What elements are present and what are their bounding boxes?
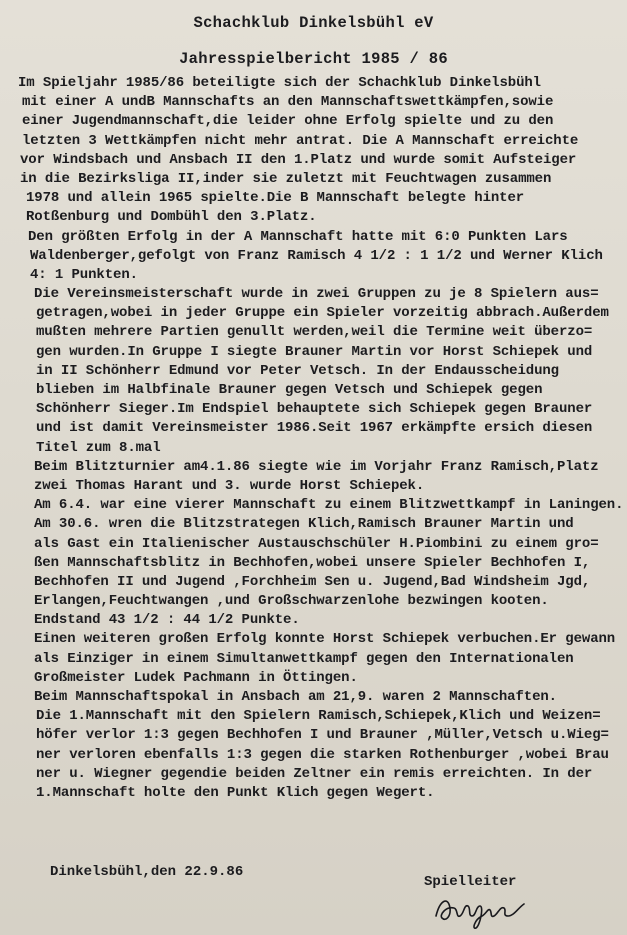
body-line: Beim Blitzturnier am4.1.86 siegte wie im Vorjahr Franz Ramisch,Platz [34, 459, 599, 475]
body-line: mußten mehrere Partien genullt werden,weil die Termine weit überzo= [36, 324, 593, 340]
body-line: in die Bezirksliga II,inder sie zuletzt mit Feuchtwagen zusammen [20, 171, 552, 187]
body-line: Einen weiteren großen Erfolg konnte Horst Schiepek verbuchen.Er gewann [34, 631, 616, 647]
body-line: ner u. Wiegner gegendie beiden Zeltner ein remis erreichten. In der [36, 766, 593, 782]
club-name-heading: Schachklub Dinkelsbühl eV [193, 14, 434, 32]
signer-role: Spielleiter [424, 874, 517, 890]
body-line: Am 6.4. war eine vierer Mannschaft zu einem Blitzwettkampf in Laningen. [34, 497, 624, 513]
body-line: in II Schönherr Edmund vor Peter Vetsch. In der Endausscheidung [36, 363, 559, 379]
body-line: Die 1.Mannschaft mit den Spielern Ramisch,Schiepek,Klich und Weizen= [36, 708, 601, 724]
body-line: Die Vereinsmeisterschaft wurde in zwei Gruppen zu je 8 Spielern aus= [34, 286, 599, 302]
body-line: Waldenberger,gefolgt von Franz Ramisch 4 1/2 : 1 1/2 und Werner Klich [30, 248, 603, 264]
body-line: Am 30.6. wren die Blitzstrategen Klich,Ramisch Brauner Martin und [34, 516, 574, 532]
body-line: Titel zum 8.mal [36, 440, 161, 456]
body-line: Endstand 43 1/2 : 44 1/2 Punkte. [34, 612, 300, 628]
body-line: Großmeister Ludek Pachmann in Öttingen. [34, 670, 358, 686]
body-line: höfer verlor 1:3 gegen Bechhofen I und Brauner ,Müller,Vetsch u.Wieg= [36, 727, 609, 743]
body-line: Rotßenburg und Dombühl den 3.Platz. [26, 209, 317, 225]
body-line: letzten 3 Wettkämpfen nicht mehr antrat. Die A Mannschaft erreichte [22, 133, 579, 149]
body-line: zwei Thomas Harant und 3. wurde Horst Schiepek. [34, 478, 425, 494]
body-line: als Einziger in einem Simultanwettkampf gegen den Internationalen [34, 651, 574, 667]
body-line: und ist damit Vereinsmeister 1986.Seit 1967 erkämpfte ersich diesen [36, 420, 593, 436]
body-line: ßen Mannschaftsblitz in Bechhofen,wobei unsere Spieler Bechhofen I, [34, 555, 591, 571]
body-line: 4: 1 Punkten. [30, 267, 138, 283]
body-line: Erlangen,Feuchtwangen ,und Großschwarzenlohe bezwingen kooten. [34, 593, 549, 609]
body-line: einer Jugendmannschaft,die leider ohne Erfolg spielte und zu den [22, 113, 554, 129]
body-line: Beim Mannschaftspokal in Ansbach am 21,9. waren 2 Mannschaften. [34, 689, 557, 705]
body-line: 1978 und allein 1965 spielte.Die B Mannschaft belegte hinter [26, 190, 525, 206]
place-date: Dinkelsbühl,den 22.9.86 [50, 864, 244, 880]
body-line: vor Windsbach und Ansbach II den 1.Platz und wurde somit Aufsteiger [20, 152, 577, 168]
body-line: getragen,wobei in jeder Gruppe ein Spieler vorzeitig abbrach.Außerdem [36, 305, 609, 321]
handwritten-signature [430, 886, 530, 930]
body-line: Schönherr Sieger.Im Endspiel behauptete sich Schiepek gegen Brauner [36, 401, 593, 417]
body-line: 1.Mannschaft holte den Punkt Klich gegen Wegert. [36, 785, 435, 801]
body-line: als Gast ein Italienischer Austauschschüler H.Piombini zu einem gro= [34, 536, 599, 552]
body-line: Bechhofen II und Jugend ,Forchheim Sen u. Jugend,Bad Windsheim Jgd, [34, 574, 591, 590]
report-title: Jahresspielbericht 1985 / 86 [179, 50, 448, 68]
body-line: blieben im Halbfinale Brauner gegen Vetsch und Schiepek gegen [36, 382, 543, 398]
body-line: gen wurden.In Gruppe I siegte Brauner Martin vor Horst Schiepek und [36, 344, 593, 360]
body-line: ner verloren ebenfalls 1:3 gegen die starken Rothenburger ,wobei Brau [36, 747, 609, 763]
body-line: Im Spieljahr 1985/86 beteiligte sich der Schachklub Dinkelsbühl [18, 75, 541, 91]
body-line: mit einer A undB Mannschafts an den Mannschaftswettkämpfen,sowie [22, 94, 554, 110]
body-line: Den größten Erfolg in der A Mannschaft hatte mit 6:0 Punkten Lars [28, 229, 568, 245]
